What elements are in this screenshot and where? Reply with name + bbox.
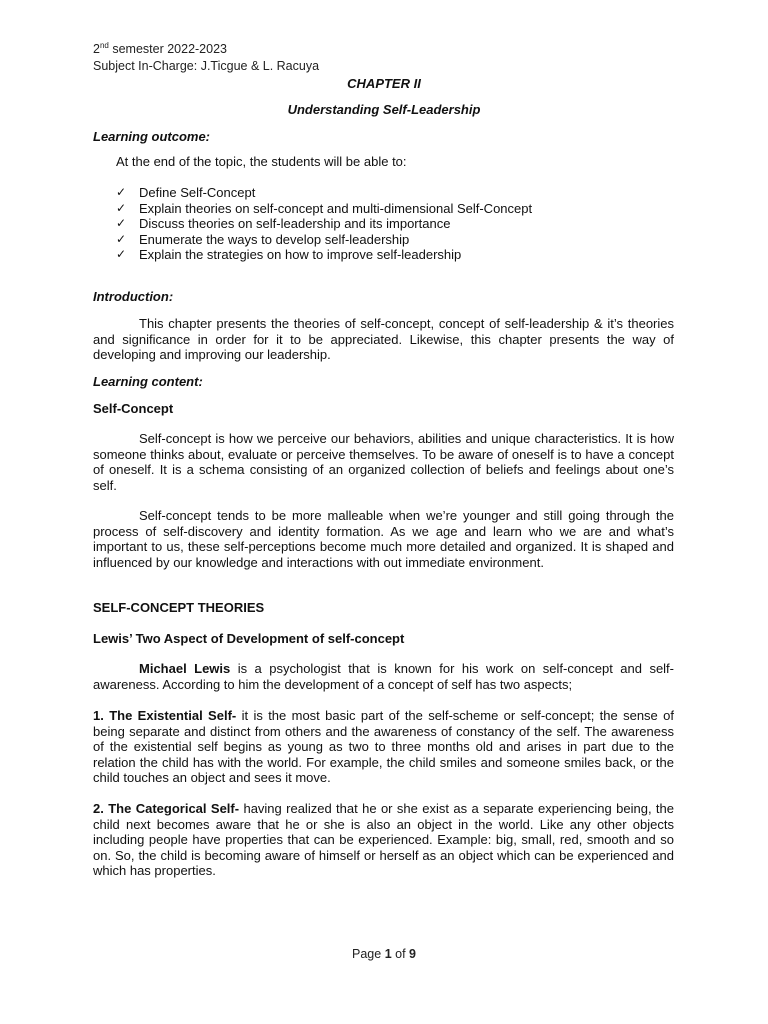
learning-outcome-label: Learning outcome:	[93, 129, 211, 144]
lewis-name: Michael Lewis	[139, 661, 231, 676]
list-item: ✓ Define Self-Concept	[116, 185, 256, 200]
checkmark-icon: ✓	[116, 200, 127, 215]
checkmark-icon: ✓	[116, 185, 127, 199]
introduction-label: Introduction:	[93, 289, 174, 304]
checkmark-icon: ✓	[116, 231, 127, 246]
self-concept-heading: Self-Concept	[93, 401, 174, 416]
lewis-subheading: Lewis’ Two Aspect of Development of self-concept	[93, 631, 405, 646]
semester-line: 2nd semester 2022-2023	[93, 41, 227, 56]
existential-self-paragraph: 1. The Existential Self- it is the most basic part of the self-scheme or self-concept; the sense of being separate and distinct from others and the awareness of constancy of the self. The awareness of the existential self begins as young as two to three months old and arises in part due to the relation the child has with the world. For example, the child smiles and someone smiles back, or the child touches an object and sees it move.	[93, 708, 674, 785]
subject-in-charge: Subject In-Charge: J.Ticgue & L. Racuya	[93, 59, 320, 73]
list-item: ✓ Explain the strategies on how to improve self-leadership	[116, 247, 462, 262]
learning-outcome-list	[93, 185, 674, 263]
checkmark-icon: ✓	[116, 216, 127, 230]
self-concept-paragraph-2: Self-concept tends to be more malleable when we’re younger and still going through the process of self-discovery and identity formation. As we age and learn who we are and what’s important to us, these self-perceptions become much more detailed and organized. It is shaped and influenced by our knowledge and interactions with out immediate environment.	[93, 508, 674, 570]
learning-content-label: Learning content:	[93, 374, 203, 389]
introduction-paragraph: This chapter presents the theories of self-concept, concept of self-leadership & it’s theories and significance in order for it to be appreciated. Likewise, this chapter presents the way of developing and improving our leadership.	[93, 316, 674, 362]
chapter-number: CHAPTER II	[347, 76, 421, 91]
list-item: ✓ Explain theories on self-concept and multi-dimensional Self-Concept	[116, 200, 533, 216]
categorical-self-label: 2. The Categorical Self-	[93, 801, 240, 816]
existential-self-label: 1. The Existential Self-	[93, 708, 237, 723]
chapter-title: Understanding Self-Leadership	[287, 102, 481, 117]
page-header	[93, 41, 319, 75]
lewis-paragraph: Michael Lewis is a psychologist that is known for his work on self-concept and self-awareness. According to him the development of a concept of self has two aspects;	[93, 661, 675, 692]
self-concept-paragraph-1: Self-concept is how we perceive our behaviors, abilities and unique characteristics. It is how someone thinks about, evaluate or perceive themselves. To be aware of oneself is to have a concept of oneself. It is a schema consisting of an organized collection of beliefs and feelings about one’s self.	[93, 431, 674, 493]
categorical-self-paragraph: 2. The Categorical Self- having realized that he or she exist as a separate experiencing being, the child next becomes aware that he or she is also an object in the world. Like any other objects including people have properties that can be experienced. Example: big, small, red, smooth and so on. So, the child is becoming aware of himself or herself as an object which can be experienced and which has properties.	[93, 801, 675, 878]
checkmark-icon: ✓	[116, 247, 127, 261]
self-concept-theories-heading: SELF-CONCEPT THEORIES	[93, 600, 265, 615]
learning-outcome-lead: At the end of the topic, the students will be able to:	[116, 154, 407, 169]
page-number: Page 1 of 9	[352, 947, 416, 961]
list-item: ✓ Enumerate the ways to develop self-leadership	[116, 231, 410, 247]
list-item: ✓ Discuss theories on self-leadership and its importance	[116, 216, 451, 231]
